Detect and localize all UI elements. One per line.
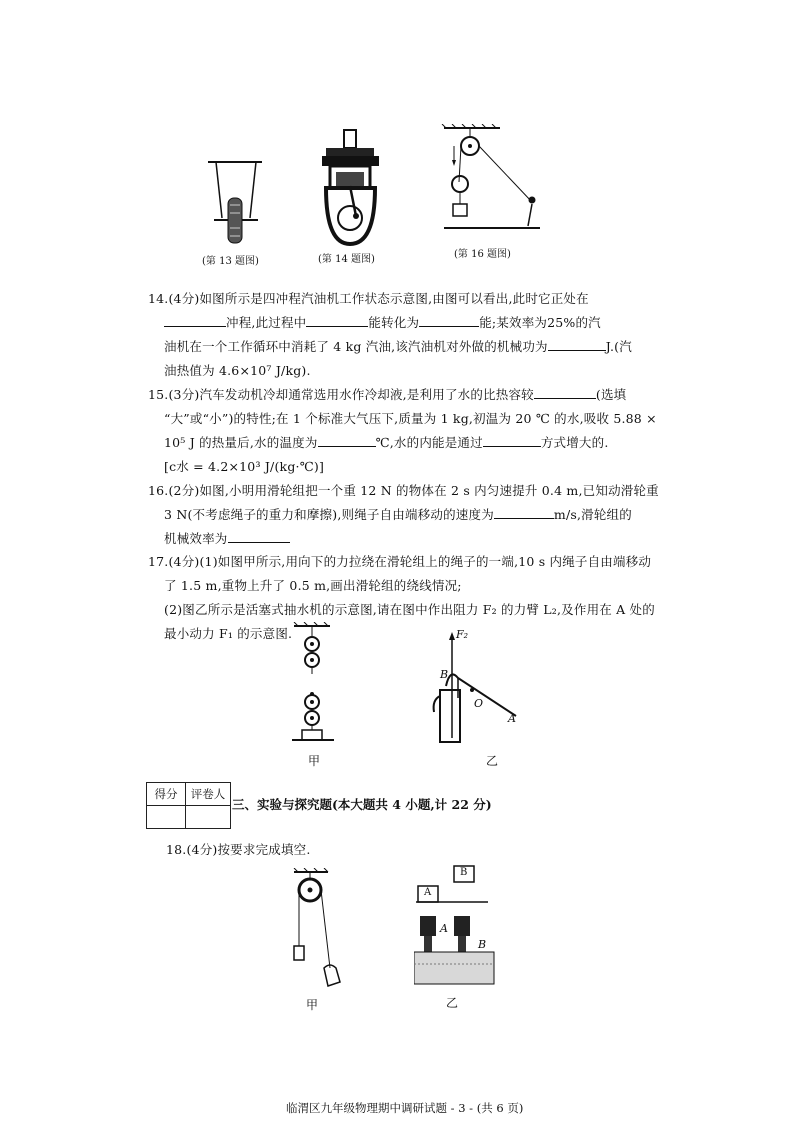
figure-17-b-label: B [440, 668, 449, 681]
q15-blank-2[interactable] [318, 432, 376, 447]
q15-line-3 [148, 431, 628, 455]
figure-18-b-label: B [460, 867, 468, 878]
question-18 [166, 838, 646, 862]
figure-17-yi-pump [428, 628, 528, 748]
figure-17-jia-pulley [288, 622, 338, 752]
q15-blank-1[interactable] [534, 384, 596, 399]
q14-line-2 [148, 311, 628, 335]
q15-text-1b: (选填 [595, 387, 627, 402]
q16-text-2b: m/s,滑轮组的 [553, 507, 632, 522]
q17-line-4: 最小动力 F₁ 的示意图. [164, 626, 293, 641]
question-14 [148, 287, 632, 383]
q15-text-3a: 10⁵ J 的热量后,水的温度为 [164, 435, 318, 450]
q16-line-3 [148, 527, 628, 551]
question-16 [148, 479, 659, 551]
question-17 [148, 550, 655, 646]
q16-line-1: 16.(2分)如图,小明用滑轮组把一个重 12 N 的物体在 2 s 内匀速提升 0.4 m,已知动滑轮重 [148, 483, 659, 498]
q15-text-1a: 15.(3分)汽车发动机冷却通常选用水作冷却液,是利用了水的比热容较 [148, 387, 534, 402]
score-table [146, 782, 231, 829]
q14-text-2c: 能;某效率为25%的汽 [479, 315, 601, 330]
figure-17-yi-label: 乙 [486, 754, 499, 768]
q14-blank-1[interactable] [164, 312, 226, 327]
figure-18-b2-label: B [478, 938, 487, 951]
q14-blank-2[interactable] [306, 312, 368, 327]
figure-18-a2-label: A [440, 922, 448, 935]
figure-17-a-label: A [508, 712, 516, 725]
figure-17-jia-label: 甲 [308, 754, 321, 768]
figure-13-caption: (第 13 题图) [202, 256, 259, 267]
figure-17-f2-label: F₂ [456, 628, 469, 641]
q16-text-2a: 3 N(不考虑绳子的重力和摩擦),则绳子自由端移动的速度为 [164, 507, 494, 522]
figure-14-caption: (第 14 题图) [318, 254, 375, 265]
q16-blank-1[interactable] [494, 504, 554, 519]
figure-18-jia-label: 甲 [306, 998, 319, 1012]
page-footer: 临渭区九年级物理期中调研试题 - 3 - (共 6 页) [286, 1101, 524, 1115]
q14-line-4: 油热值为 4.6×10⁷ J/kg). [164, 363, 311, 378]
q15-blank-3[interactable] [483, 432, 541, 447]
q15-line-1 [148, 383, 628, 407]
q16-blank-2[interactable] [228, 528, 290, 543]
q16-line-2 [148, 503, 632, 527]
q15-text-3c: 方式增大的. [540, 435, 609, 450]
q14-blank-3[interactable] [419, 312, 479, 327]
q15-line-2: “大”或“小”)的特性;在 1 个标准大气压下,质量为 1 kg,初温为 20 ℃ 的水,吸收 5.88 × [164, 411, 657, 426]
figure-18-a-label: A [424, 887, 432, 898]
figure-18-yi-label: 乙 [446, 996, 459, 1010]
q14-line-1: 14.(4分)如图所示是四冲程汽油机工作状态示意图,由图可以看出,此时它正处在 [148, 291, 589, 306]
q14-text-2b: 能转化为 [368, 315, 420, 330]
figure-17-o-label: O [474, 697, 484, 710]
score-cell-score[interactable] [147, 806, 186, 829]
figure-18-jia-pulley [288, 868, 348, 993]
figure-13-pendulum [200, 150, 275, 245]
q14-line-3 [148, 335, 632, 359]
q17-line-2: 了 1.5 m,重物上升了 0.5 m,画出滑轮组的绕线情况; [164, 578, 462, 593]
q18-line-1: 18.(4分)按要求完成填空. [166, 842, 311, 857]
q15-text-3b: ℃,水的内能是通过 [375, 435, 483, 450]
q14-blank-4[interactable] [548, 336, 606, 351]
q14-text-3a: 油机在一个工作循环中消耗了 4 kg 汽油,该汽油机对外做的机械功为 [164, 339, 548, 354]
figure-16-pulley [440, 124, 545, 239]
q17-line-1: 17.(4分)(1)如图甲所示,用向下的力拉绕在滑轮组上的绳子的一端,10 s 内绳子自由端移动 [148, 554, 652, 569]
q14-text-2a: 冲程,此过程中 [226, 315, 307, 330]
q17-line-3: (2)图乙所示是活塞式抽水机的示意图,请在图中作出阻力 F₂ 的力臂 L₂,及作用在 A 处的 [164, 602, 655, 617]
q15-line-4: [c水 = 4.2×10³ J/(kg·℃)] [164, 459, 325, 474]
q14-text-3b: J.(汽 [605, 339, 632, 354]
figure-14-engine [318, 128, 383, 246]
figure-18-yi-blocks [414, 864, 520, 994]
question-15 [148, 383, 657, 479]
figure-16-caption: (第 16 题图) [454, 249, 511, 260]
q16-text-3: 机械效率为 [164, 531, 228, 546]
score-header-grader: 评卷人 [186, 783, 231, 806]
section-3-heading: 三、实验与探究题(本大题共 4 小题,计 22 分) [232, 797, 492, 812]
score-header-score: 得分 [147, 783, 186, 806]
score-cell-grader[interactable] [186, 806, 231, 829]
